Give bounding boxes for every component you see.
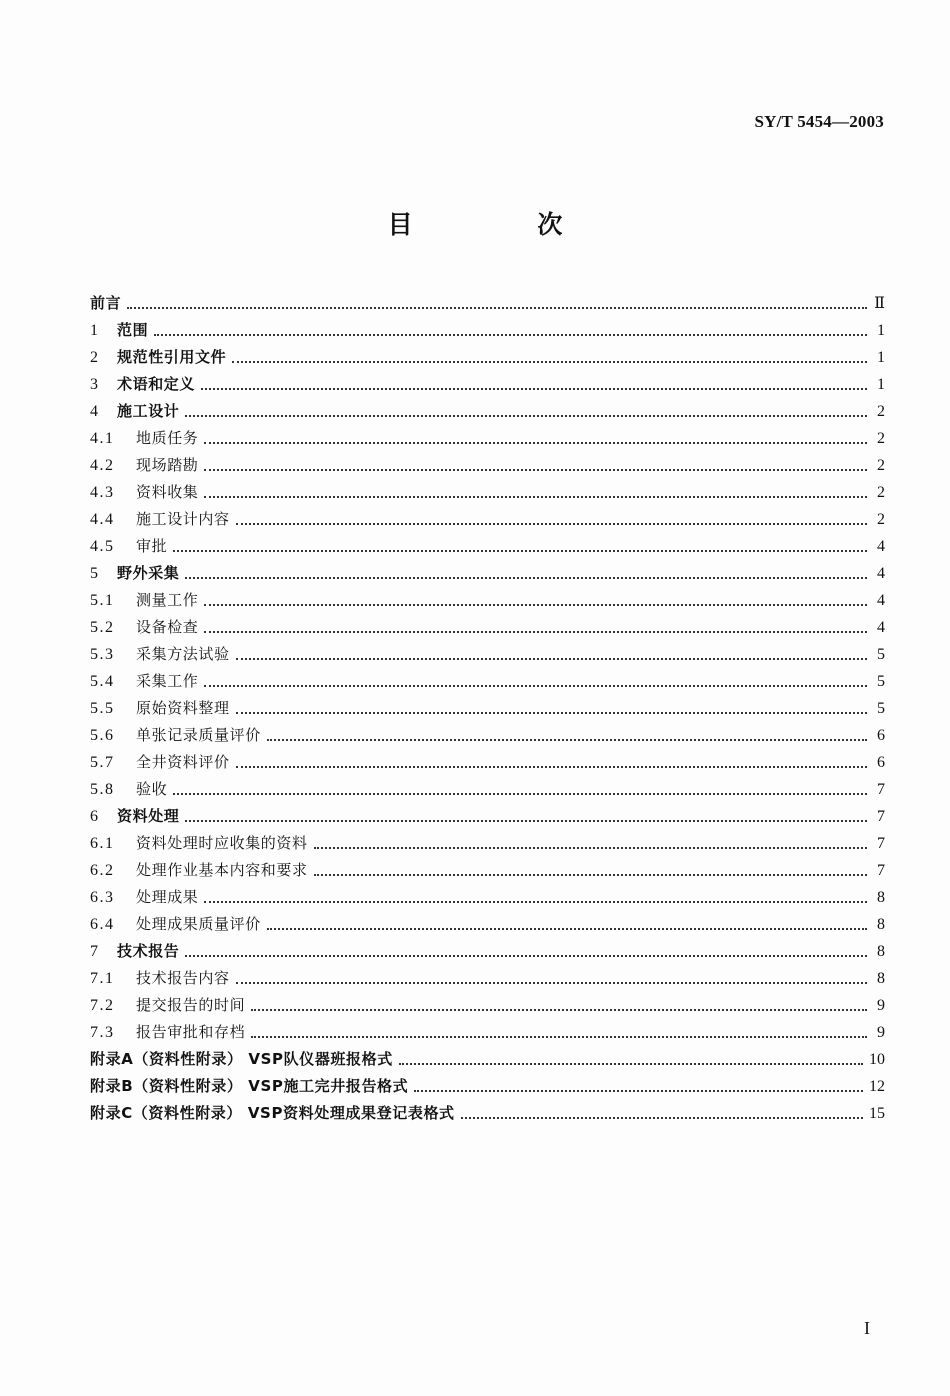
toc-entry[interactable] [90, 1100, 885, 1127]
toc-entry[interactable] [90, 668, 885, 695]
toc-entry[interactable] [90, 884, 885, 911]
toc-entry-page: 9 [877, 997, 885, 1014]
toc-entry-label: 报告审批和存档 [136, 1023, 246, 1041]
toc-entry-page: 5 [877, 646, 885, 663]
toc-entry-label: 设备检查 [136, 618, 199, 636]
dot-leader [204, 685, 867, 687]
toc-entry[interactable] [90, 560, 885, 587]
toc-entry-page: 6 [877, 727, 885, 744]
toc-entry-label: 原始资料整理 [136, 699, 230, 717]
toc-entry-number: 6.2 [90, 862, 115, 879]
toc-entry[interactable] [90, 1073, 885, 1100]
toc-entry-page: 8 [877, 916, 885, 933]
toc-entry-number: 7.1 [90, 970, 115, 987]
toc-entry-page: 1 [877, 349, 885, 366]
dot-leader [251, 1036, 867, 1038]
toc-entry-number: 7.2 [90, 997, 115, 1014]
dot-leader [236, 523, 867, 525]
toc-entry-page: 2 [877, 484, 885, 501]
dot-leader [154, 334, 867, 336]
toc-entry-label: 附录C（资料性附录） VSP资料处理成果登记表格式 [90, 1104, 455, 1122]
toc-entry-label: 处理作业基本内容和要求 [136, 861, 308, 879]
dot-leader [204, 496, 867, 498]
toc-entry-page: 6 [877, 754, 885, 771]
toc-entry-page: 7 [877, 808, 885, 825]
dot-leader [185, 577, 867, 579]
toc-entry-page: 8 [877, 889, 885, 906]
toc-entry-label: 提交报告的时间 [136, 996, 246, 1014]
toc-entry[interactable] [90, 830, 885, 857]
toc-entry-label: 现场踏勘 [136, 456, 199, 474]
toc-entry-label: 审批 [136, 537, 168, 555]
toc-entry-label: 施工设计 [117, 402, 180, 420]
toc-entry-page: Ⅱ [874, 295, 885, 312]
toc-entry-label: 地质任务 [136, 429, 199, 447]
toc-entry[interactable] [90, 857, 885, 884]
dot-leader [185, 955, 867, 957]
toc-entry-label: 处理成果 [136, 888, 199, 906]
toc-entry-number: 5 [90, 565, 98, 582]
dot-leader [204, 469, 867, 471]
toc-entry-page: 8 [877, 943, 885, 960]
dot-leader [127, 307, 867, 309]
dot-leader [236, 658, 867, 660]
toc-entry-page: 1 [877, 376, 885, 393]
toc-entry-number: 4.4 [90, 511, 115, 528]
toc-title: 目 次 [387, 210, 621, 239]
toc-entry[interactable] [90, 803, 885, 830]
toc-entry-number: 7.3 [90, 1024, 115, 1041]
toc-entry[interactable] [90, 965, 885, 992]
toc-entry[interactable] [90, 722, 885, 749]
dot-leader [173, 550, 867, 552]
toc-entry-number: 5.2 [90, 619, 115, 636]
dot-leader [461, 1117, 863, 1119]
toc-entry-number: 5.4 [90, 673, 115, 690]
toc-entry-number: 4.2 [90, 457, 115, 474]
toc-entry[interactable] [90, 344, 885, 371]
toc-entry-number: 5.7 [90, 754, 115, 771]
toc-entry[interactable] [90, 911, 885, 938]
dot-leader [414, 1090, 863, 1092]
toc-entry[interactable] [90, 641, 885, 668]
toc-entry-number: 6.4 [90, 916, 115, 933]
toc-entry[interactable] [90, 938, 885, 965]
toc-entry-label: 技术报告内容 [136, 969, 230, 987]
toc-entry[interactable] [90, 317, 885, 344]
toc-entry-page: 2 [877, 457, 885, 474]
toc-entry-number: 4.3 [90, 484, 115, 501]
dot-leader [185, 820, 867, 822]
toc-entry-label: 规范性引用文件 [117, 348, 227, 366]
toc-entry-number: 5.1 [90, 592, 115, 609]
toc-entry-page: 1 [877, 322, 885, 339]
toc-entry-page: 12 [869, 1078, 885, 1095]
toc-entry[interactable] [90, 614, 885, 641]
toc-entry-page: 4 [877, 592, 885, 609]
toc-entry-page: 2 [877, 511, 885, 528]
toc-entry-page: 7 [877, 835, 885, 852]
toc-entry[interactable] [90, 506, 885, 533]
toc-entry-number: 5.5 [90, 700, 115, 717]
toc-entry-label: 采集工作 [136, 672, 199, 690]
toc-entry-label: 术语和定义 [117, 375, 196, 393]
table-of-contents [90, 290, 885, 1127]
toc-entry-page: 5 [877, 700, 885, 717]
toc-entry-page: 7 [877, 862, 885, 879]
dot-leader [314, 874, 867, 876]
dot-leader [236, 712, 867, 714]
toc-entry[interactable] [90, 425, 885, 452]
toc-entry-label: 野外采集 [117, 564, 180, 582]
toc-entry-page: 4 [877, 538, 885, 555]
toc-entry-number: 4.1 [90, 430, 115, 447]
toc-entry-label: 处理成果质量评价 [136, 915, 261, 933]
dot-leader [173, 793, 867, 795]
toc-entry-number: 4 [90, 403, 98, 420]
toc-entry-label: 施工设计内容 [136, 510, 230, 528]
toc-entry[interactable] [90, 452, 885, 479]
toc-entry[interactable] [90, 749, 885, 776]
toc-entry-label: 验收 [136, 780, 168, 798]
toc-entry[interactable] [90, 587, 885, 614]
toc-entry-label: 前言 [90, 294, 122, 312]
toc-entry-page: 9 [877, 1024, 885, 1041]
toc-entry-number: 5.8 [90, 781, 115, 798]
dot-leader [204, 442, 867, 444]
toc-entry-number: 1 [90, 322, 98, 339]
toc-entry[interactable] [90, 1046, 885, 1073]
toc-entry-number: 7 [90, 943, 98, 960]
toc-entry-number: 2 [90, 349, 98, 366]
dot-leader [314, 847, 867, 849]
toc-entry-page: 8 [877, 970, 885, 987]
toc-entry-label: 资料处理 [117, 807, 180, 825]
dot-leader [201, 388, 867, 390]
dot-leader [185, 415, 867, 417]
standard-number: SY/T 5454—2003 [754, 112, 884, 131]
dot-leader [251, 1009, 867, 1011]
toc-entry-page: 15 [869, 1105, 885, 1122]
toc-entry-label: 测量工作 [136, 591, 199, 609]
toc-entry-number: 6.3 [90, 889, 115, 906]
dot-leader [204, 901, 867, 903]
toc-entry-page: 5 [877, 673, 885, 690]
toc-entry-label: 资料处理时应收集的资料 [136, 834, 308, 852]
toc-entry-number: 5.6 [90, 727, 115, 744]
toc-entry-label: 全井资料评价 [136, 753, 230, 771]
toc-entry-number: 5.3 [90, 646, 115, 663]
dot-leader [399, 1063, 863, 1065]
toc-entry-label: 附录A（资料性附录） VSP队仪器班报格式 [90, 1050, 393, 1068]
toc-entry-label: 技术报告 [117, 942, 180, 960]
dot-leader [232, 361, 867, 363]
toc-entry-number: 4.5 [90, 538, 115, 555]
dot-leader [267, 739, 867, 741]
toc-entry-page: 2 [877, 403, 885, 420]
toc-entry-number: 6.1 [90, 835, 115, 852]
toc-entry-label: 范围 [117, 321, 149, 339]
toc-entry[interactable] [90, 1019, 885, 1046]
toc-entry[interactable] [90, 371, 885, 398]
dot-leader [204, 604, 867, 606]
toc-entry[interactable] [90, 398, 885, 425]
toc-entry-label: 资料收集 [136, 483, 199, 501]
toc-entry-page: 4 [877, 619, 885, 636]
toc-entry[interactable] [90, 992, 885, 1019]
page-number: I [864, 1318, 870, 1338]
toc-entry[interactable] [90, 479, 885, 506]
toc-entry-page: 10 [869, 1051, 885, 1068]
toc-entry-number: 6 [90, 808, 98, 825]
dot-leader [204, 631, 867, 633]
dot-leader [236, 982, 867, 984]
toc-entry[interactable] [90, 695, 885, 722]
toc-entry-label: 单张记录质量评价 [136, 726, 261, 744]
toc-entry[interactable] [90, 533, 885, 560]
toc-entry[interactable] [90, 290, 885, 317]
dot-leader [267, 928, 867, 930]
toc-entry-page: 4 [877, 565, 885, 582]
toc-entry-label: 采集方法试验 [136, 645, 230, 663]
toc-entry[interactable] [90, 776, 885, 803]
toc-entry-number: 3 [90, 376, 98, 393]
dot-leader [236, 766, 867, 768]
toc-entry-label: 附录B（资料性附录） VSP施工完井报告格式 [90, 1077, 409, 1095]
toc-entry-page: 2 [877, 430, 885, 447]
toc-entry-page: 7 [877, 781, 885, 798]
